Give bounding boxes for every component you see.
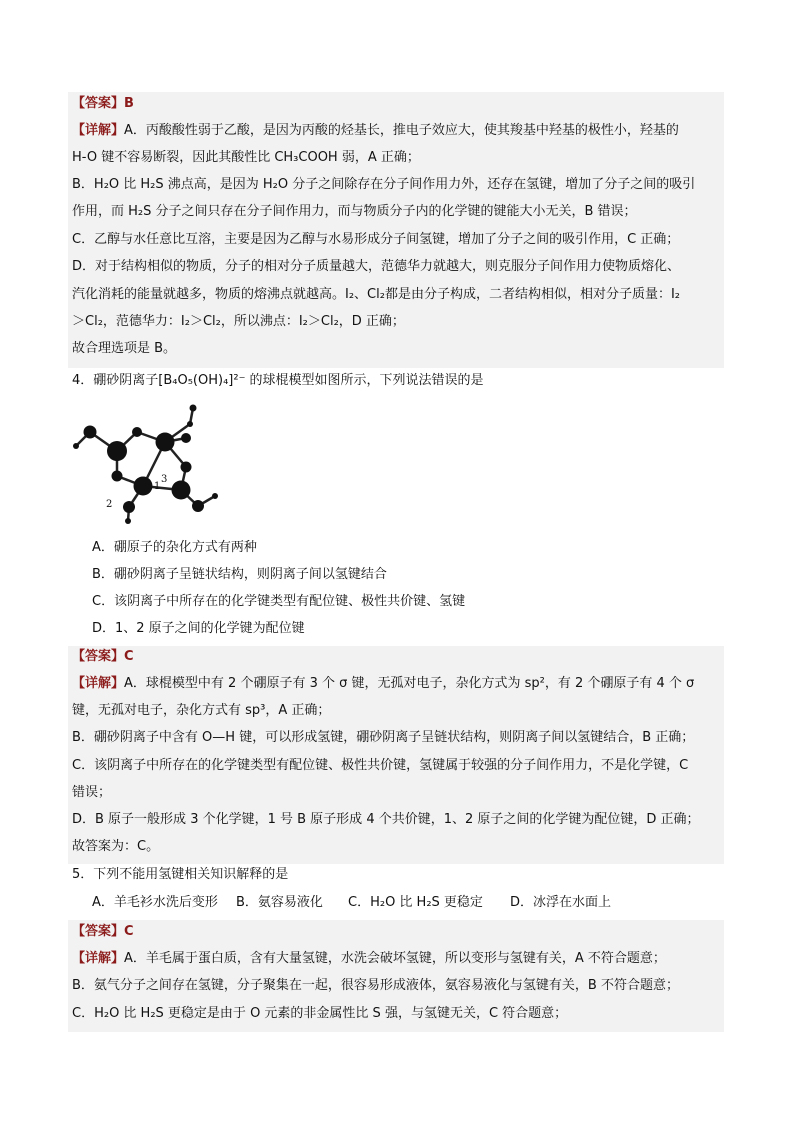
answer-tag: 【答案】 xyxy=(72,924,125,939)
option-d: D．冰浮在水面上 xyxy=(510,895,612,910)
question-5-stem: 5．下列不能用氢键相关知识解释的是 xyxy=(72,867,289,882)
option-d: D．1、2 原子之间的化学键为配位键 xyxy=(92,621,305,636)
detail-text: A．丙酸酸性弱于乙酸，是因为丙酸的烃基长，推电子效应大，使其羧基中羟基的极性小，羟基的 xyxy=(124,123,679,138)
q3-detail-line xyxy=(72,121,679,141)
detail-text: A．羊毛属于蛋白质，含有大量氢键，水洗会破坏氢键，所以变形与氢键有关，A 不符合题意； xyxy=(124,951,666,966)
detail-text: B．氨气分子之间存在氢键，分子聚集在一起，很容易形成液体，氨容易液化与氢键有关，B 不符合题意； xyxy=(72,978,679,993)
ball-and-stick-model xyxy=(70,398,230,530)
option-c: C．该阴离子中所存在的化学键类型有配位键、极性共价键、氢键 xyxy=(92,594,466,609)
detail-text: C．H₂O 比 H₂S 更稳定是由于 O 元素的非金属性比 S 强，与氢键无关，C 符合题意； xyxy=(72,1006,568,1021)
option-c: C．H₂O 比 H₂S 更稳定 xyxy=(348,895,483,910)
atom-label-2: 2 xyxy=(106,499,113,510)
q4-detail-line xyxy=(72,674,694,694)
q4-answer-line xyxy=(72,647,134,667)
detail-tag: 【详解】 xyxy=(72,676,125,691)
detail-text: D．对于结构相似的物质，分子的相对分子质量越大，范德华力就越大，则克服分子间作用力使物质熔化、 xyxy=(72,259,681,274)
answer-value: B xyxy=(124,96,134,111)
detail-tag: 【详解】 xyxy=(72,123,125,138)
atom-label-1: 1 xyxy=(154,481,161,492)
detail-text: 故合理选项是 B。 xyxy=(72,341,177,356)
option-a: A．硼原子的杂化方式有两种 xyxy=(92,540,257,555)
detail-text: H-O 键不容易断裂，因此其酸性比 CH₃COOH 弱，A 正确； xyxy=(72,150,420,165)
detail-text: ＞Cl₂，范德华力：I₂＞Cl₂，所以沸点：I₂＞Cl₂，D 正确； xyxy=(72,314,405,329)
option-b: B．硼砂阴离子呈链状结构，则阴离子间以氢键结合 xyxy=(92,567,387,582)
answer-tag: 【答案】 xyxy=(72,96,125,111)
detail-text: 键，无孤对电子，杂化方式有 sp³，A 正确； xyxy=(72,703,331,718)
q5-answer-line xyxy=(72,922,134,942)
detail-text: B．H₂O 比 H₂S 沸点高，是因为 H₂O 分子之间除存在分子间作用力外，还存在氢键，增加了分子之间的吸引 xyxy=(72,177,696,192)
detail-text: D．B 原子一般形成 3 个化学键，1 号 B 原子形成 4 个共价键，1、2 原子之间的化学键为配位键，D 正确； xyxy=(72,812,700,827)
detail-text: C．乙醇与水任意比互溶，主要是因为乙醇与水易形成分子间氢键，增加了分子之间的吸引作用，C 正确； xyxy=(72,232,680,247)
detail-text: 错误； xyxy=(72,785,112,800)
detail-text: 汽化消耗的能量就越多，物质的熔沸点就越高。I₂、Cl₂都是由分子构成，二者结构相似，相对分子质量：I₂ xyxy=(72,287,680,302)
detail-text: 作用，而 H₂S 分子之间只存在分子间作用力，而与物质分子内的化学键的键能大小无关，B 错误； xyxy=(72,204,637,219)
detail-text: C．该阴离子中所存在的化学键类型有配位键、极性共价键，氢键属于较强的分子间作用力，不是化学键，C xyxy=(72,758,689,773)
option-b: B．氨容易液化 xyxy=(236,895,323,910)
answer-value: C xyxy=(124,924,134,939)
answer-tag: 【答案】 xyxy=(72,649,125,664)
q5-detail-line xyxy=(72,949,666,969)
answer-value: C xyxy=(124,649,134,664)
atom-label-3: 3 xyxy=(161,474,168,485)
q3-answer-line xyxy=(72,94,134,114)
question-4-stem: 4．硼砂阴离子[B₄O₅(OH)₄]²⁻ 的球棍模型如图所示，下列说法错误的是 xyxy=(72,373,484,388)
detail-text: A．球棍模型中有 2 个硼原子有 3 个 σ 键，无孤对电子，杂化方式为 sp²，有 2 个硼原子有 4 个 σ xyxy=(124,676,695,691)
option-a: A．羊毛衫水洗后变形 xyxy=(92,895,218,910)
detail-text: B．硼砂阴离子中含有 O—H 键，可以形成氢键，硼砂阴离子呈链状结构，则阴离子间以氢键结合，B 正确； xyxy=(72,730,695,745)
detail-text: 故答案为：C。 xyxy=(72,839,160,854)
detail-tag: 【详解】 xyxy=(72,951,125,966)
